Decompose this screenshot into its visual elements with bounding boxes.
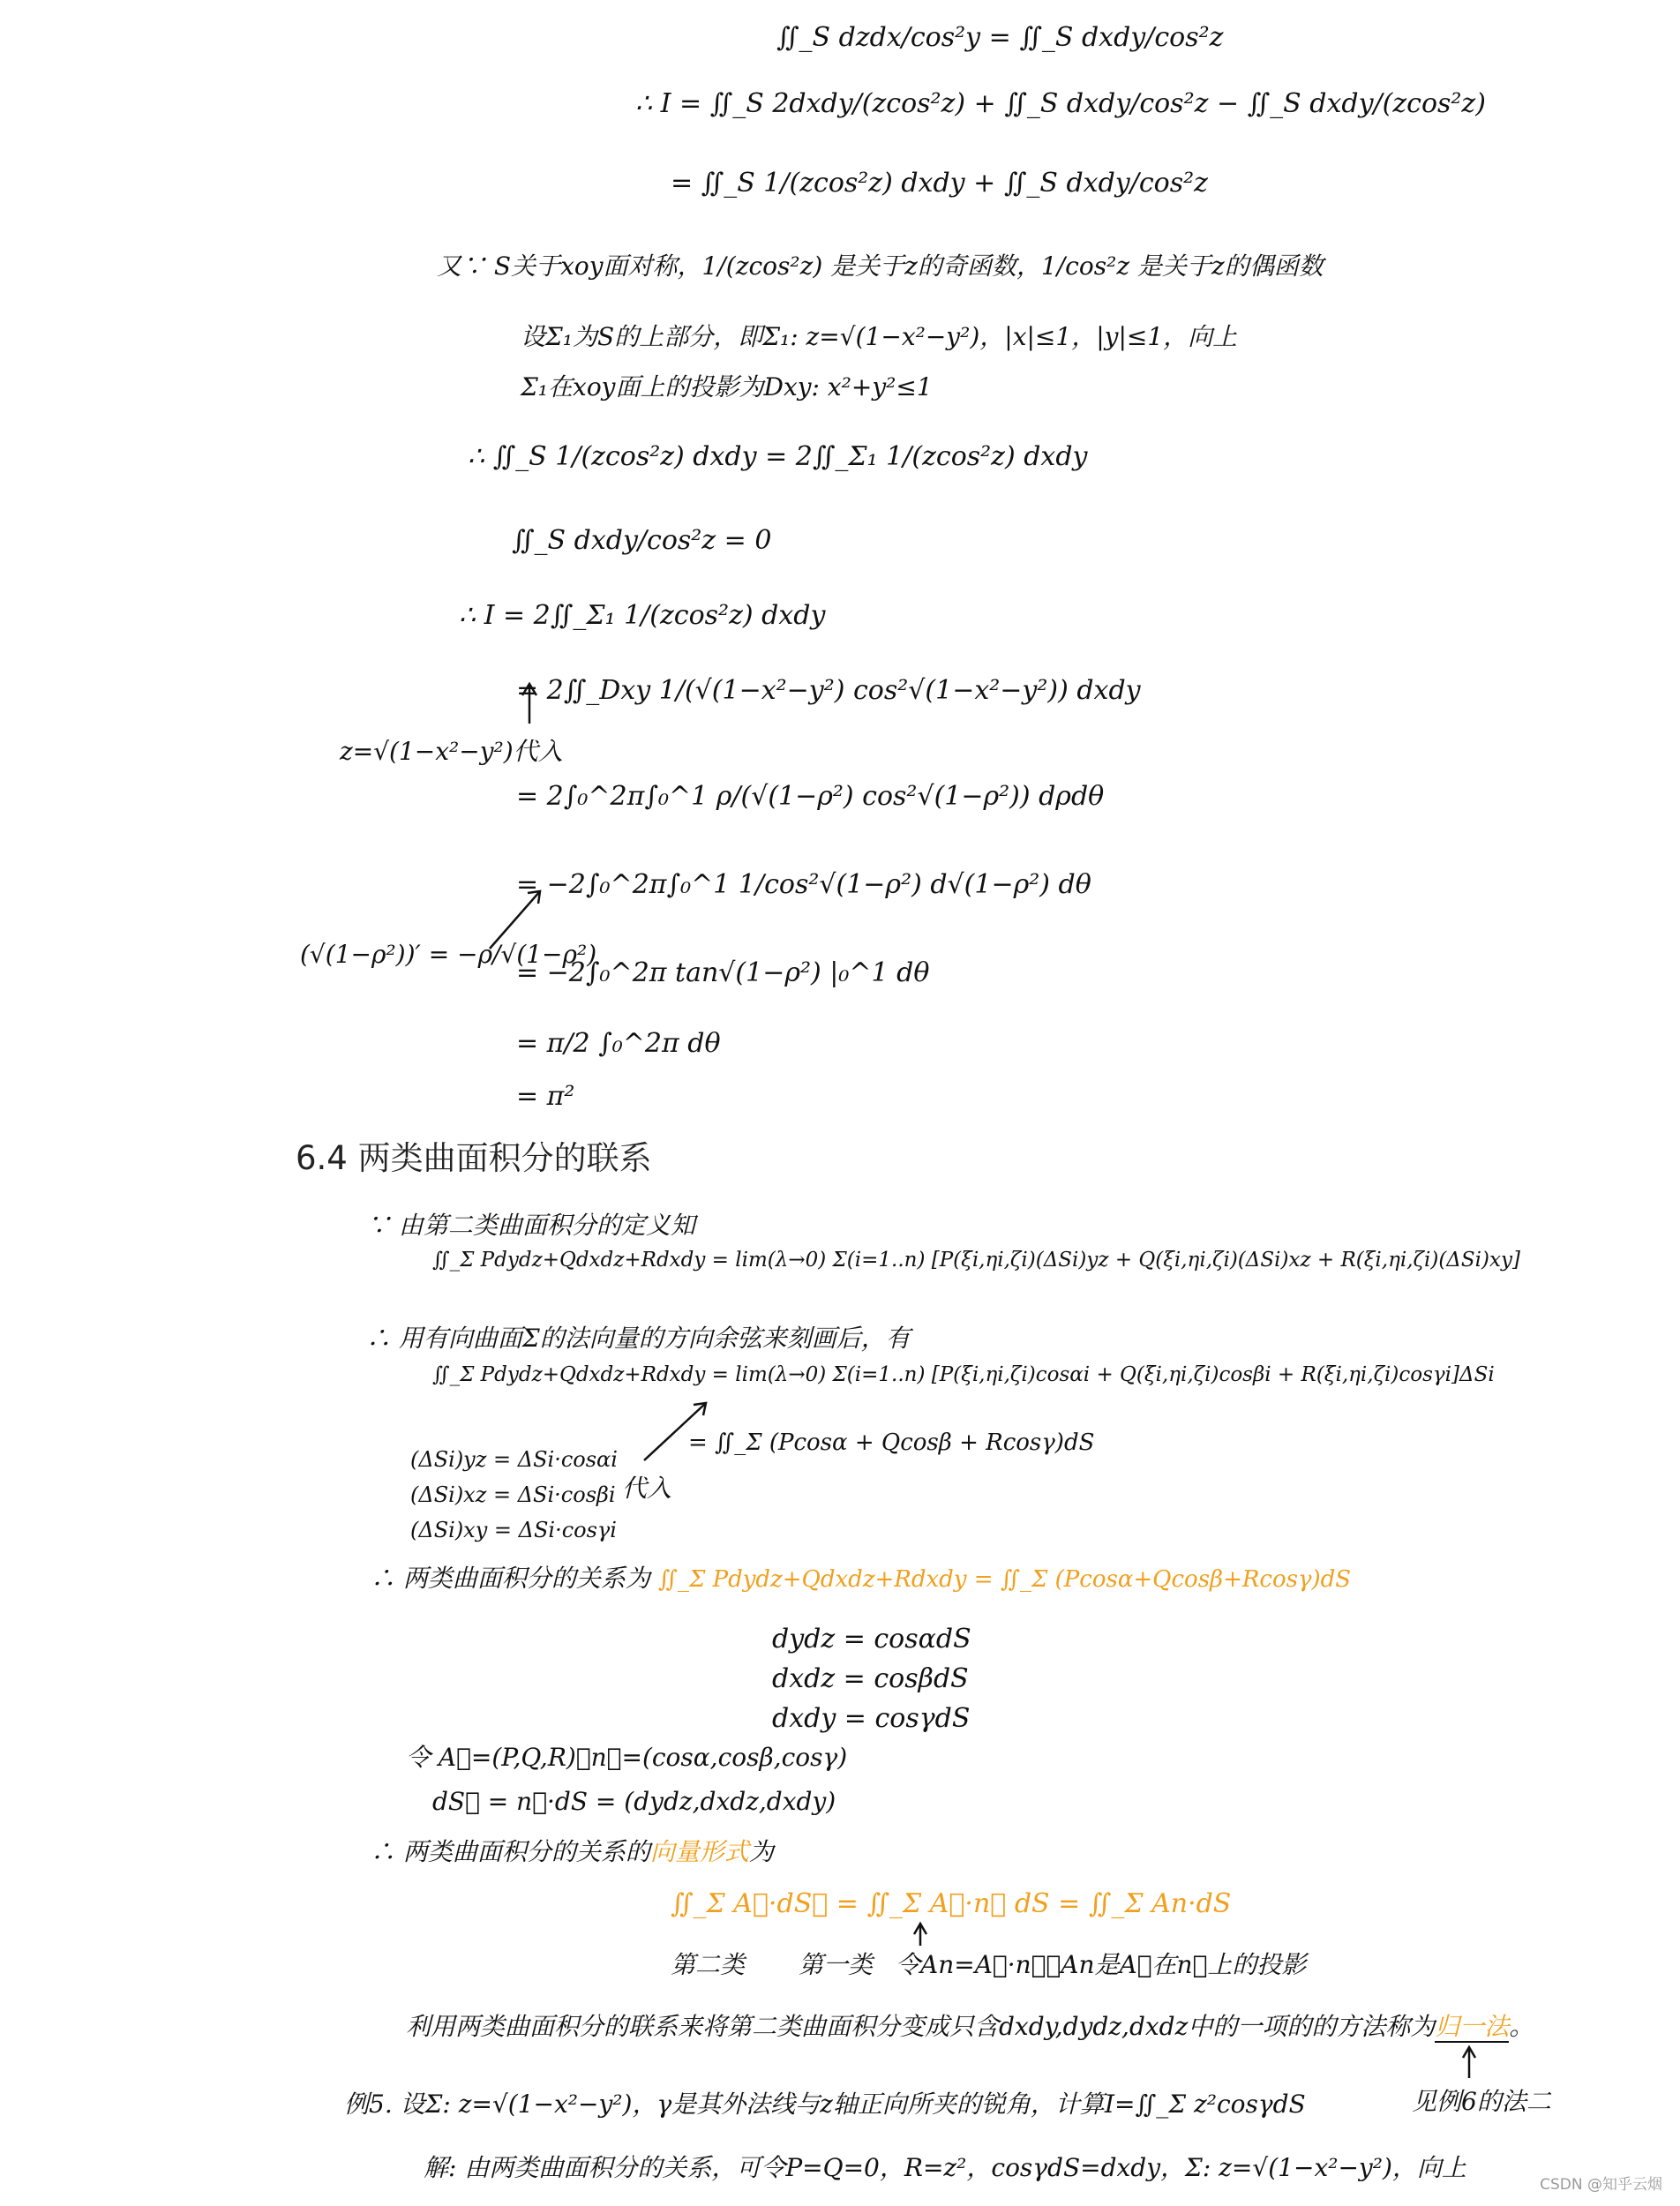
math-line: ∬_S dzdx/cos²y = ∬_S dxdy/cos²z xyxy=(776,22,1224,53)
label-second-kind: 第二类 xyxy=(671,1950,746,1979)
arrow-derivative xyxy=(490,891,540,949)
projection-note: 令An=A⃗·n⃗，An是A⃗在n⃗上的投影 xyxy=(896,1950,1307,1979)
substitution-note: z=√(1−x²−y²)代入 xyxy=(340,737,563,766)
example-statement: 例5. 设Σ: z=√(1−x²−y²)，γ是其外法线与z轴正向所夹的锐角，计算I=∬_Σ z²cosγdS xyxy=(344,2090,1306,2119)
math-line: = −2∫₀^2π tan√(1−ρ²) |₀^1 dθ xyxy=(516,957,930,988)
method-highlight: 归一法 xyxy=(1435,2012,1510,2041)
case-dydz: dydz = cosαdS xyxy=(772,1624,971,1654)
vector-definition: 令 A⃗=(P,Q,R)，n⃗=(cosα,cosβ,cosγ) xyxy=(406,1743,848,1772)
vector-formula: ∬_Σ A⃗·dS⃗ = ∬_Σ A⃗·n⃗ dS = ∬_Σ An·dS xyxy=(671,1888,1232,1919)
math-line: ∴ I = ∬_S 2dxdy/(zcos²z) + ∬_S dxdy/cos²z − ∬_S dxdy/(zcos²z) xyxy=(635,88,1486,119)
solution-line: 解: 由两类曲面积分的关系，可令P=Q=0，R=z²，cosγdS=dxdy，Σ: z=√(1−x²−y²)，向上 xyxy=(424,2153,1466,2182)
math-line: = 2∫₀^2π∫₀^1 ρ/(√(1−ρ²) cos²√(1−ρ²)) dρdθ xyxy=(516,781,1105,812)
vector-prefix: ∴ 两类曲面积分的关系的 xyxy=(371,1837,650,1866)
relation-prefix: ∴ 两类曲面积分的关系为 xyxy=(371,1564,650,1593)
math-line: (ΔSi)xy = ΔSi·cosγi xyxy=(410,1518,617,1542)
math-line: = π² xyxy=(516,1081,575,1112)
label-first-kind: 第一类 xyxy=(799,1950,874,1979)
math-line: 设Σ₁为S的上部分，即Σ₁: z=√(1−x²−y²)，|x|≤1，|y|≤1，向上 xyxy=(521,322,1238,351)
vector-highlight: 向量形式 xyxy=(649,1837,749,1866)
vector-definition: dS⃗ = n⃗·dS = (dydz,dxdz,dxdy) xyxy=(432,1787,836,1816)
math-line: Σ₁在xoy面上的投影为Dxy: x²+y²≤1 xyxy=(521,372,933,401)
math-line: (ΔSi)yz = ΔSi·cosαi xyxy=(410,1447,618,1472)
vector-suffix: 为 xyxy=(748,1837,774,1866)
case-dxdy: dxdy = cosγdS xyxy=(772,1703,971,1734)
method-end: 。 xyxy=(1509,2012,1534,2041)
definition-line: ∬_Σ Pdydz+Qdxdz+Rdxdy = lim(λ→0) Σ(i=1..n) [P(ξi,ηi,ζi)(ΔSi)yz + Q(ξi,ηi,ζi)(ΔSi)xz + R(ξi,ηi,ζi)(ΔSi)xy] xyxy=(432,1249,1520,1272)
text-line: ∴ 用有向曲面Σ的法向量的方向余弦来刻画后，有 xyxy=(366,1324,911,1353)
see-example-note: 见例6的法二 xyxy=(1412,2087,1551,2116)
watermark: CSDN @知乎云烟 xyxy=(1540,2176,1662,2194)
arrow-substitute-area xyxy=(644,1403,706,1460)
relation-formula: ∬_Σ Pdydz+Qdxdz+Rdxdy = ∬_Σ (Pcosα+Qcosβ+Rcosγ)dS xyxy=(657,1566,1352,1593)
math-line: ∴ I = 2∬_Σ₁ 1/(zcos²z) dxdy xyxy=(459,600,826,631)
section-heading: 6.4 两类曲面积分的联系 xyxy=(296,1139,652,1177)
substitution-note: 代入 xyxy=(622,1474,672,1503)
definition-line: ∬_Σ Pdydz+Qdxdz+Rdxdy = lim(λ→0) Σ(i=1..n) [P(ξi,ηi,ζi)cosαi + Q(ξi,ηi,ζi)cosβi + R(ξi,ηi,ζi)cosγi]ΔSi xyxy=(432,1363,1495,1386)
math-line: = ∬_S 1/(zcos²z) dxdy + ∬_S dxdy/cos²z xyxy=(671,168,1208,199)
derivative-note: (√(1−ρ²))′ = −ρ/√(1−ρ²) xyxy=(300,940,597,969)
math-line: = −2∫₀^2π∫₀^1 1/cos²√(1−ρ²) d√(1−ρ²) dθ xyxy=(516,869,1091,900)
math-line: = π/2 ∫₀^2π dθ xyxy=(516,1028,721,1059)
text-line: ∵ 由第二类曲面积分的定义知 xyxy=(366,1211,695,1240)
method-text: 利用两类曲面积分的联系来将第二类曲面积分变成只含dxdy,dydz,dxdz中的一项的的方法称为 xyxy=(406,2012,1436,2041)
math-line: = 2∬_Dxy 1/(√(1−x²−y²) cos²√(1−x²−y²)) dxdy xyxy=(516,675,1141,706)
math-line: ∴ ∬_S 1/(zcos²z) dxdy = 2∬_Σ₁ 1/(zcos²z) dxdy xyxy=(468,441,1088,472)
math-line: (ΔSi)xz = ΔSi·cosβi xyxy=(410,1482,616,1507)
math-line: = ∬_Σ (Pcosα + Qcosβ + Rcosγ)dS xyxy=(688,1429,1095,1456)
case-dxdz: dxdz = cosβdS xyxy=(772,1663,969,1694)
math-line: 又∵ S关于xoy面对称，1/(zcos²z) 是关于z的奇函数，1/cos²z 是关于z的偶函数 xyxy=(437,251,1324,281)
math-line: ∬_S dxdy/cos²z = 0 xyxy=(512,525,772,556)
